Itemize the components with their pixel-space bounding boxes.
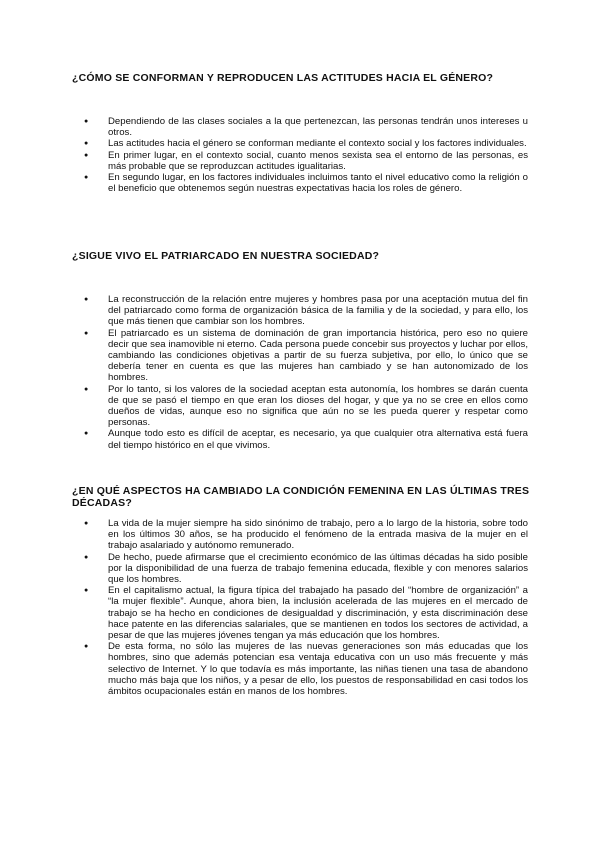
list-item: ● Aunque todo esto es difícil de aceptar, es necesario, ya que cualquier otra alternativa está fuera del tiempo histórico en el que vivimos. (84, 428, 528, 450)
section-heading-patriarchy: ¿SIGUE VIVO EL PATRIARCADO EN NUESTRA SOCIEDAD? (72, 250, 380, 262)
list-item: ● En primer lugar, en el contexto social, cuanto menos sexista sea el entorno de las personas, es más probable que se reproduzcan actitudes igualitarias. (84, 150, 528, 172)
section-heading-female-condition: ¿EN QUÉ ASPECTOS HA CAMBIADO LA CONDICIÓN FEMENINA EN LAS ÚLTIMAS TRES DÉCADAS? (72, 485, 530, 509)
bullet-list-patriarchy (84, 294, 528, 451)
list-item: ● De hecho, puede afirmarse que el crecimiento económico de las últimas décadas ha sido posible por la disponibilidad de una fuerza de trabajo femenina educada, flexible y con menores salarios que los hombres. (84, 552, 528, 586)
list-item: ● Por lo tanto, si los valores de la sociedad aceptan esta autonomía, los hombres se darán cuenta de que se pasó el tiempo en que eran los dioses del hogar, y que ya no se cree en ellos como dueños de vidas, aunque eso no significa que aún no se les pueda querer y respetar como personas. (84, 384, 528, 429)
section-heading-gender-attitudes: ¿CÓMO SE CONFORMAN Y REPRODUCEN LAS ACTITUDES HACIA EL GÉNERO? (72, 72, 494, 84)
list-item: ● Dependiendo de las clases sociales a la que pertenezcan, las personas tendrán unos intereses u otros. (84, 116, 528, 138)
list-item: ● En el capitalismo actual, la figura típica del trabajado ha pasado del “hombre de organización” a “la mujer flexible”. Aunque, ahora bien, la inclusión acelerada de las mujeres en el mercado de trabajo se ha hecho en condiciones de desigualdad y discriminación, y esta discriminación dese hace patente en las diferencias salariales, que se mantienen en todos los sectores de actividad, a pesar de que las mujeres jóvenes tengan ya más educación que los hombres. (84, 585, 528, 641)
list-item: ● De esta forma, no sólo las mujeres de las nuevas generaciones son más educadas que los hombres, sino que además potencian esa ventaja educativa con un uso más frecuente y más selectivo de Internet. Y lo que todavía es más importante, las niñas tienen una tasa de abandono mucho más baja que los niños, y a pesar de ello, los puestos de responsabilidad en casi todos los ámbitos ocupacionales están en manos de los hombres. (84, 641, 528, 697)
list-item: ● El patriarcado es un sistema de dominación de gran importancia histórica, pero eso no quiere decir que sea inamovible ni eterno. Cada persona puede concebir sus proyectos y luchar por ellos, cambiando las condiciones objetivas a partir de su fuerza subjetiva, por ello, lo único que se debería tener en cuenta es que las mujeres han cambiado y se han autonomizado de los hombres. (84, 328, 528, 384)
list-item: ● En segundo lugar, en los factores individuales incluimos tanto el nivel educativo como la religión o el beneficio que obtenemos según nuestras expectativas hacia los roles de género. (84, 172, 528, 194)
bullet-list-female-condition (84, 518, 528, 697)
bullet-list-gender-attitudes (84, 116, 528, 194)
list-item: ● La reconstrucción de la relación entre mujeres y hombres pasa por una aceptación mutua del fin del patriarcado como forma de organización básica de la familia y de la sociedad, y para ello, los que más tienen que cambiar son los hombres. (84, 294, 528, 328)
list-item: ● La vida de la mujer siempre ha sido sinónimo de trabajo, pero a lo largo de la historia, sobre todo en los últimos 30 años, se ha producido el fenómeno de la entrada masiva de la mujer en el trabajo asalariado y autónomo remunerado. (84, 518, 528, 552)
list-item: ● Las actitudes hacia el género se conforman mediante el contexto social y los factores individuales. (84, 138, 528, 149)
